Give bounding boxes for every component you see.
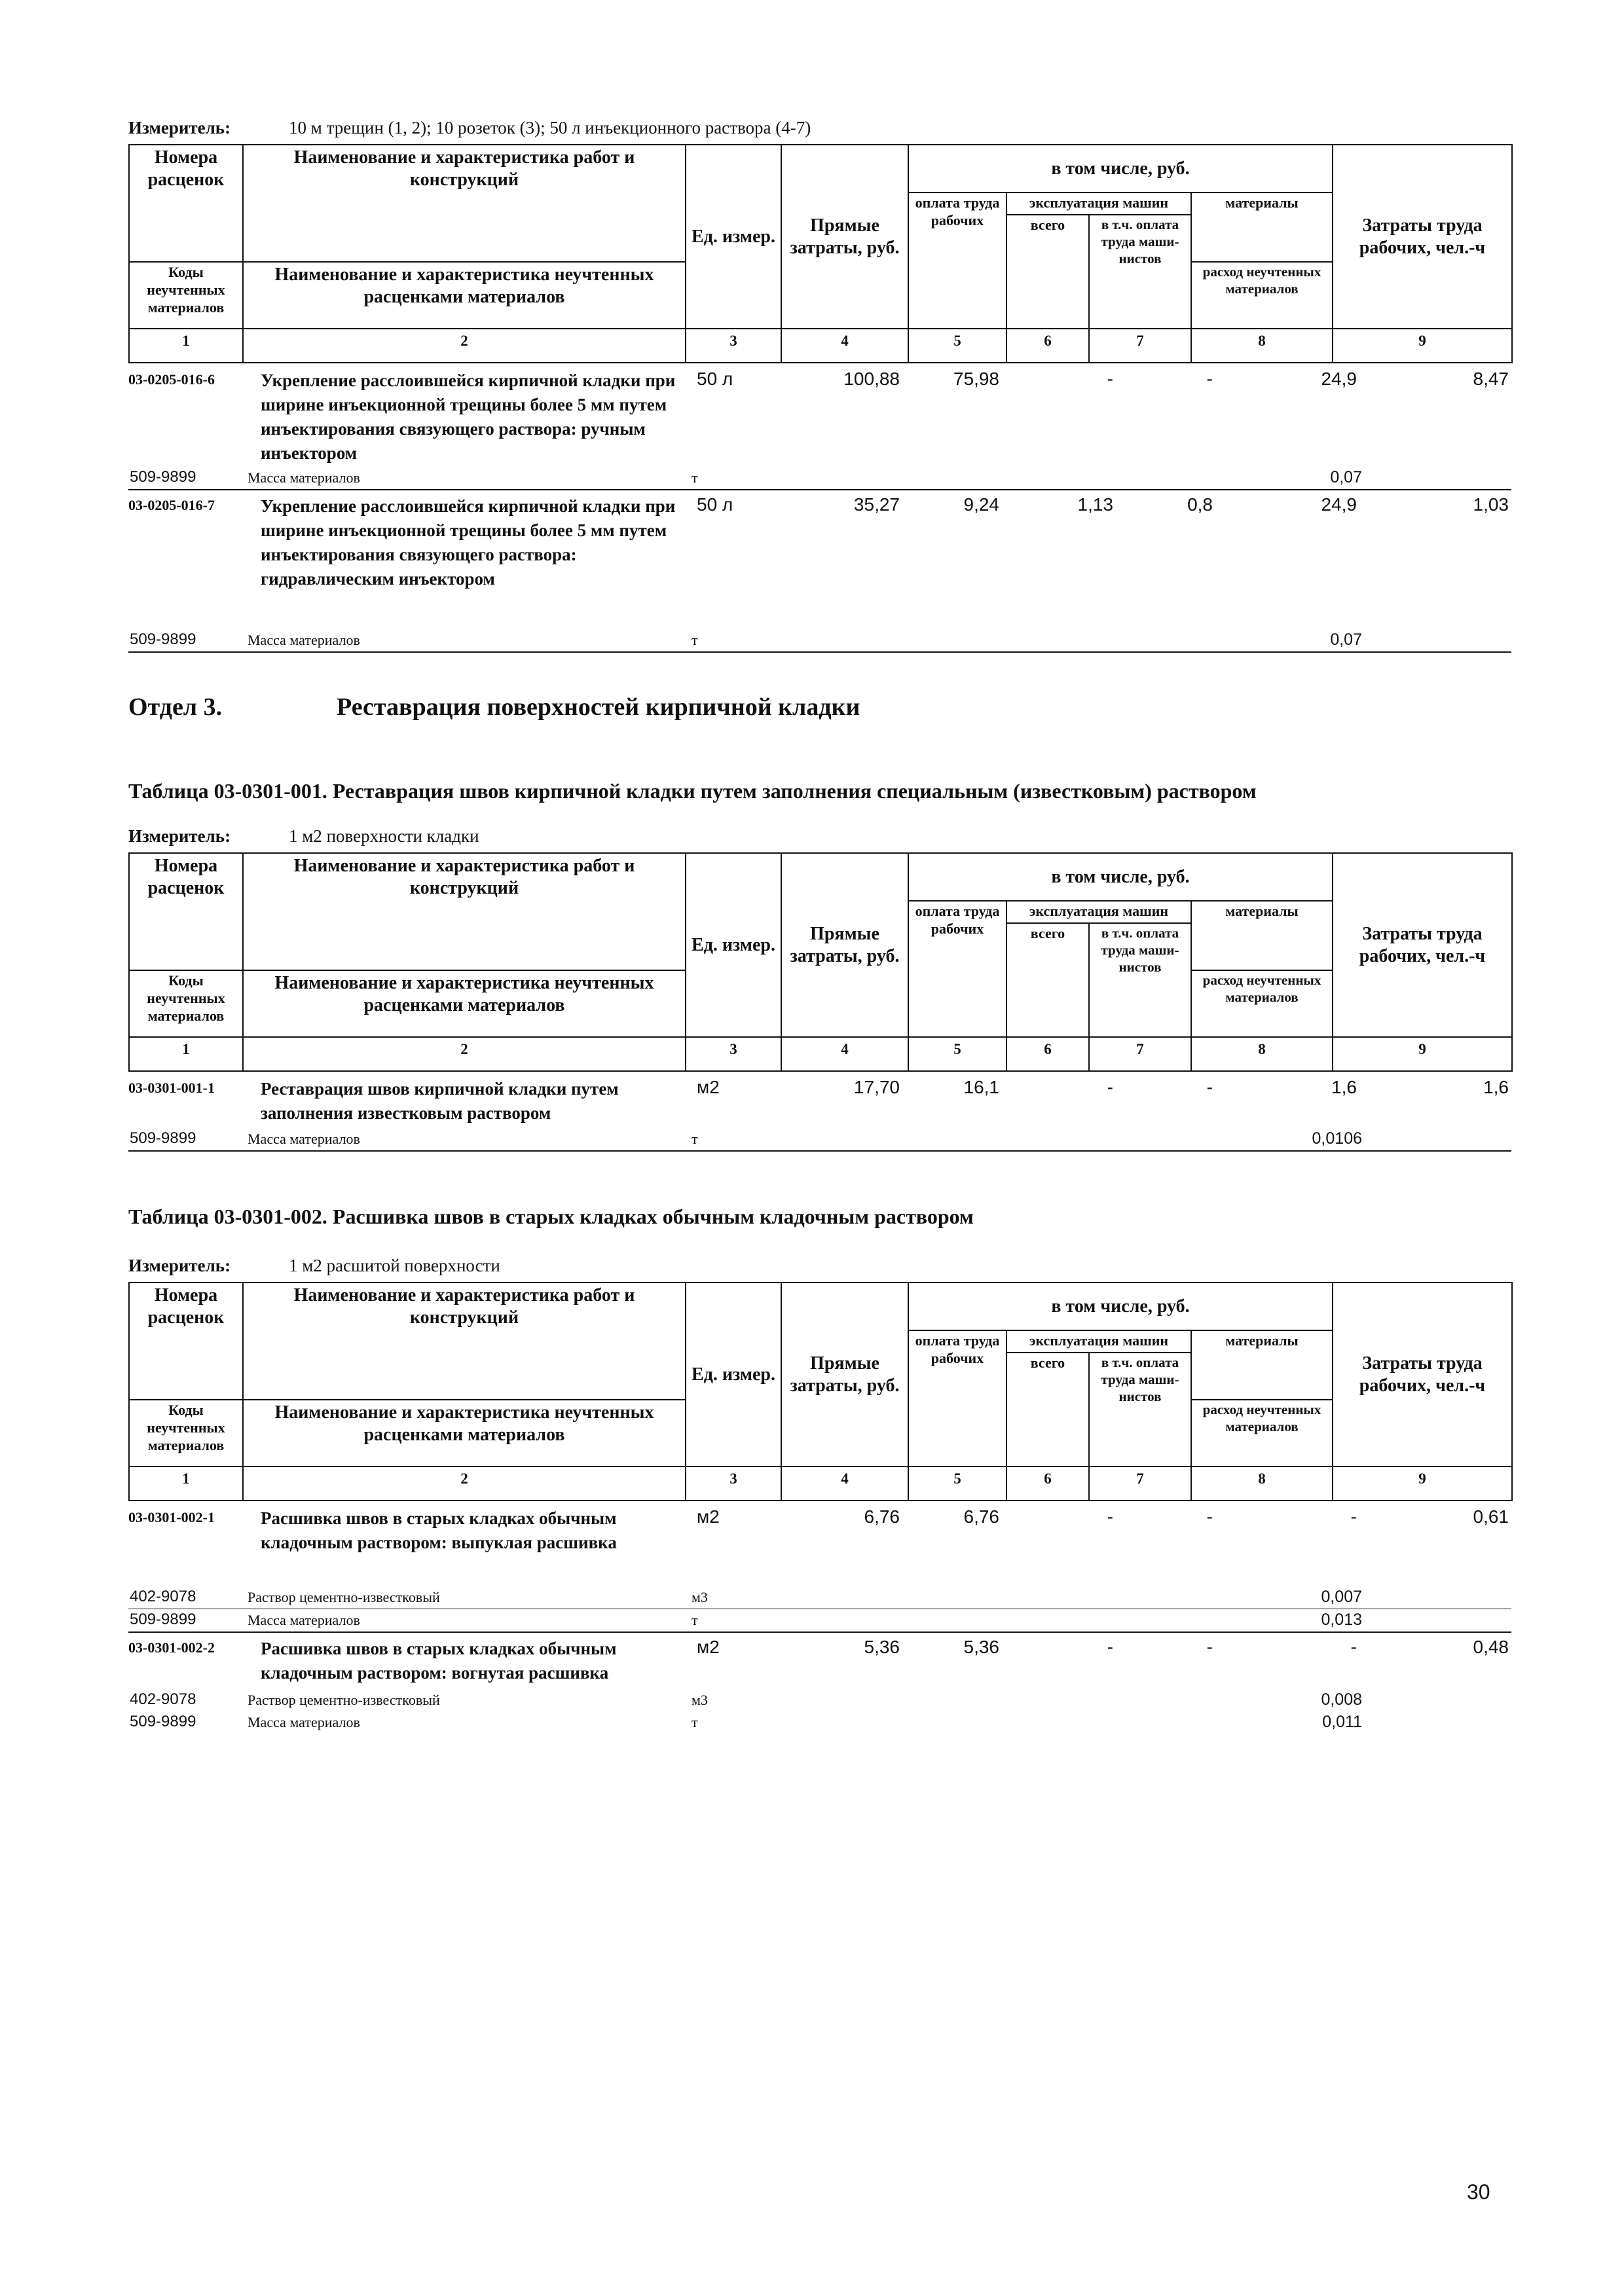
- col-number-header: Номера расценок: [129, 1283, 243, 1330]
- col-unit-header: Ед. измер.: [686, 853, 781, 1037]
- rate-code: 03-0205-016-6: [128, 371, 215, 388]
- col-labor-header: Затраты труда рабочих, чел.-ч: [1333, 1283, 1512, 1467]
- table-row: [128, 1506, 1511, 1586]
- table-header: [128, 852, 1513, 1072]
- material-name: Масса материалов: [248, 1714, 360, 1731]
- column-numbers-row: 1 2 3 4 5 6 7 8 9: [129, 1467, 1512, 1501]
- rate-unit: м2: [697, 1077, 720, 1098]
- col-mach-all-header: всего: [1006, 215, 1089, 329]
- material-name: Масса материалов: [248, 1131, 360, 1148]
- rate-wage: 9,24: [963, 494, 999, 515]
- material-qty: 0,07: [1330, 630, 1362, 649]
- material-unit: т: [692, 469, 698, 486]
- rate-code: 03-0205-016-7: [128, 497, 215, 514]
- rate-materials: -: [1350, 1637, 1357, 1658]
- rate-direct-cost: 17,70: [853, 1077, 900, 1098]
- material-qty: 0,013: [1321, 1611, 1362, 1630]
- section-number: Отдел 3.: [128, 693, 223, 721]
- meter-value: 10 м трещин (1, 2); 10 розеток (3); 50 л инъекционного раствора (4-7): [289, 118, 811, 137]
- material-unit: т: [692, 632, 698, 649]
- table-row: [128, 1637, 1511, 1689]
- material-qty: 0,07: [1330, 468, 1362, 487]
- col-matname-header: Наименование и характеристика неучтенных расценками материалов: [243, 1400, 686, 1467]
- col-direct-header: Прямые затраты, руб.: [781, 853, 908, 1037]
- material-code: 509-9899: [130, 1129, 196, 1148]
- col-matname-header: Наименование и характеристика неучтенных расценками материалов: [243, 262, 686, 329]
- material-qty: 0,011: [1322, 1713, 1362, 1732]
- col-incl-header: в том числе, руб.: [908, 1283, 1333, 1330]
- col-number-header: Номера расценок: [129, 853, 243, 901]
- table-rows: [128, 1506, 1511, 1734]
- table-rows: [128, 1077, 1511, 1152]
- material-row: [128, 467, 1511, 490]
- material-name: Раствор цементно-известковый: [248, 1692, 440, 1709]
- col-codes-header: Коды неучтенных материалов: [129, 1400, 243, 1467]
- col-matname-header: Наименование и характеристика неучтенных расценками материалов: [243, 970, 686, 1037]
- material-name: Масса материалов: [248, 1612, 360, 1629]
- material-unit: т: [692, 1612, 698, 1629]
- meter-label: Измеритель:: [128, 826, 231, 846]
- material-row: [128, 629, 1511, 653]
- rate-labor: 0,61: [1473, 1506, 1509, 1527]
- column-numbers-row: 1 2 3 4 5 6 7 8 9: [129, 1037, 1512, 1071]
- rate-unit: 50 л: [697, 494, 733, 515]
- rate-wage: 5,36: [963, 1637, 999, 1658]
- col-direct-header: Прямые затраты, руб.: [781, 145, 908, 329]
- rate-materials: 24,9: [1321, 369, 1357, 390]
- rate-wage: 6,76: [963, 1506, 999, 1527]
- col-matuse-header: расход неучтенных материалов: [1191, 970, 1333, 1037]
- material-code: 509-9899: [130, 1713, 196, 1731]
- col-wage-header: оплата труда рабочих: [908, 1330, 1006, 1467]
- material-row: [128, 1609, 1511, 1633]
- rate-table-3: [128, 1282, 1511, 1734]
- material-code: 402-9078: [130, 1588, 196, 1606]
- rate-code: 03-0301-002-2: [128, 1639, 215, 1656]
- material-row: [128, 1711, 1511, 1734]
- rate-unit: м2: [697, 1506, 720, 1527]
- material-name: Раствор цементно-известковый: [248, 1589, 440, 1606]
- material-code: 509-9899: [130, 630, 196, 649]
- col-labor-header: Затраты труда рабочих, чел.-ч: [1333, 145, 1512, 329]
- meter-label: Измеритель:: [128, 1256, 231, 1275]
- rate-name: Расшивка швов в старых кладках обычным кладочным раствором: выпуклая расшивка: [261, 1508, 617, 1553]
- material-unit: м3: [692, 1692, 708, 1709]
- rate-machine-wage: -: [1206, 1077, 1213, 1098]
- material-row: [128, 1689, 1511, 1711]
- col-name-header: Наименование и характеристика работ и конструкций: [243, 145, 686, 192]
- material-name: Масса материалов: [248, 632, 360, 649]
- col-wage-header: оплата труда рабочих: [908, 192, 1006, 329]
- rate-machine-wage: -: [1206, 1637, 1213, 1658]
- col-number-header: Номера расценок: [129, 145, 243, 192]
- meter-line: [128, 826, 479, 847]
- rate-name: Укрепление расслоившейся кирпичной кладки при ширине инъекционной трещины более 5 мм путем инъектирования связующего раствора: гидравлическим инъектором: [261, 496, 676, 589]
- meter-value: 1 м2 поверхности кладки: [289, 826, 479, 846]
- col-name-header: Наименование и характеристика работ и конструкций: [243, 853, 686, 901]
- rate-machine-wage: 0,8: [1187, 494, 1213, 515]
- col-mach-all-header: всего: [1006, 1353, 1089, 1467]
- material-code: 509-9899: [130, 1611, 196, 1629]
- col-materials-header: материалы: [1191, 192, 1333, 215]
- rate-direct-cost: 35,27: [853, 494, 900, 515]
- table-row: [128, 1077, 1511, 1128]
- table-row: [128, 369, 1511, 467]
- material-qty: 0,0106: [1312, 1129, 1362, 1148]
- rate-materials: -: [1350, 1506, 1357, 1527]
- rate-machines: 1,13: [1077, 494, 1113, 515]
- col-materials-header: материалы: [1191, 901, 1333, 923]
- rate-code: 03-0301-001-1: [128, 1080, 215, 1097]
- rate-machines: -: [1107, 369, 1113, 390]
- col-name-header: Наименование и характеристика работ и конструкций: [243, 1283, 686, 1330]
- rate-direct-cost: 5,36: [864, 1637, 900, 1658]
- col-matuse-header: расход неучтенных материалов: [1191, 1400, 1333, 1467]
- col-machines-header: эксплуатация машин: [1006, 192, 1191, 215]
- rate-machines: -: [1107, 1506, 1113, 1527]
- rate-code: 03-0301-002-1: [128, 1509, 215, 1526]
- meter-value: 1 м2 расшитой поверхности: [289, 1256, 500, 1275]
- meter-line: [128, 1256, 500, 1276]
- col-codes-header: Коды неучтенных материалов: [129, 262, 243, 329]
- col-codes-header: Коды неучтенных материалов: [129, 970, 243, 1037]
- col-unit-header: Ед. измер.: [686, 145, 781, 329]
- table-rows: [128, 369, 1511, 653]
- column-numbers-row: 1 2 3 4 5 6 7 8 9: [129, 329, 1512, 363]
- rate-machines: -: [1107, 1637, 1113, 1658]
- material-code: 402-9078: [130, 1690, 196, 1709]
- rate-direct-cost: 6,76: [864, 1506, 900, 1527]
- table-header: [128, 1282, 1513, 1501]
- table-header: [128, 144, 1513, 363]
- table-title: Таблица 03-0301-002. Расшивка швов в старых кладках обычным кладочным раствором: [128, 1205, 974, 1228]
- section-heading: [128, 693, 860, 721]
- col-incl-header: в том числе, руб.: [908, 853, 1333, 901]
- rate-name: Расшивка швов в старых кладках обычным кладочным раствором: вогнутая расшивка: [261, 1639, 617, 1683]
- col-mach-wage-header: в т.ч. оплата труда маши- нистов: [1089, 215, 1191, 329]
- table-title: Таблица 03-0301-001. Реставрация швов кирпичной кладки путем заполнения специальным (известковым) раствором: [128, 779, 1257, 803]
- material-qty: 0,007: [1321, 1588, 1362, 1607]
- rate-table-2: [128, 852, 1511, 1152]
- col-mach-wage-header: в т.ч. оплата труда маши- нистов: [1089, 1353, 1191, 1467]
- rate-name: Реставрация швов кирпичной кладки путем заполнения известковым раствором: [261, 1079, 619, 1123]
- col-mach-all-header: всего: [1006, 923, 1089, 1037]
- rate-labor: 1,6: [1483, 1077, 1509, 1098]
- rate-table-1: [128, 144, 1511, 653]
- col-materials-header: материалы: [1191, 1330, 1333, 1353]
- material-unit: т: [692, 1714, 698, 1731]
- meter-line: [128, 118, 811, 138]
- rate-wage: 75,98: [953, 369, 999, 390]
- section-title: Реставрация поверхностей кирпичной кладки: [337, 693, 860, 721]
- page-number: 30: [1467, 2180, 1490, 2204]
- rate-machine-wage: -: [1206, 1506, 1213, 1527]
- rate-name: Укрепление расслоившейся кирпичной кладки при ширине инъекционной трещины более 5 мм путем инъектирования связующего раствора: ручным инъектором: [261, 371, 676, 464]
- material-qty: 0,008: [1321, 1690, 1362, 1709]
- col-incl-header: в том числе, руб.: [908, 145, 1333, 192]
- meter-label: Измеритель:: [128, 118, 231, 137]
- rate-wage: 16,1: [963, 1077, 999, 1098]
- table-row: [128, 494, 1511, 629]
- col-unit-header: Ед. измер.: [686, 1283, 781, 1467]
- material-code: 509-9899: [130, 468, 196, 486]
- rate-materials: 24,9: [1321, 494, 1357, 515]
- material-name: Масса материалов: [248, 469, 360, 486]
- col-machines-header: эксплуатация машин: [1006, 1330, 1191, 1353]
- rate-labor: 8,47: [1473, 369, 1509, 390]
- material-unit: т: [692, 1131, 698, 1148]
- rate-materials: 1,6: [1331, 1077, 1357, 1098]
- rate-unit: 50 л: [697, 369, 733, 390]
- rate-labor: 0,48: [1473, 1637, 1509, 1658]
- col-direct-header: Прямые затраты, руб.: [781, 1283, 908, 1467]
- col-wage-header: оплата труда рабочих: [908, 901, 1006, 1037]
- rate-labor: 1,03: [1473, 494, 1509, 515]
- col-machines-header: эксплуатация машин: [1006, 901, 1191, 923]
- rate-unit: м2: [697, 1637, 720, 1658]
- col-mach-wage-header: в т.ч. оплата труда маши- нистов: [1089, 923, 1191, 1037]
- material-row: [128, 1586, 1511, 1609]
- rate-machines: -: [1107, 1077, 1113, 1098]
- material-unit: м3: [692, 1589, 708, 1606]
- col-labor-header: Затраты труда рабочих, чел.-ч: [1333, 853, 1512, 1037]
- material-row: [128, 1128, 1511, 1152]
- rate-direct-cost: 100,88: [843, 369, 900, 390]
- rate-machine-wage: -: [1206, 369, 1213, 390]
- col-matuse-header: расход неучтенных материалов: [1191, 262, 1333, 329]
